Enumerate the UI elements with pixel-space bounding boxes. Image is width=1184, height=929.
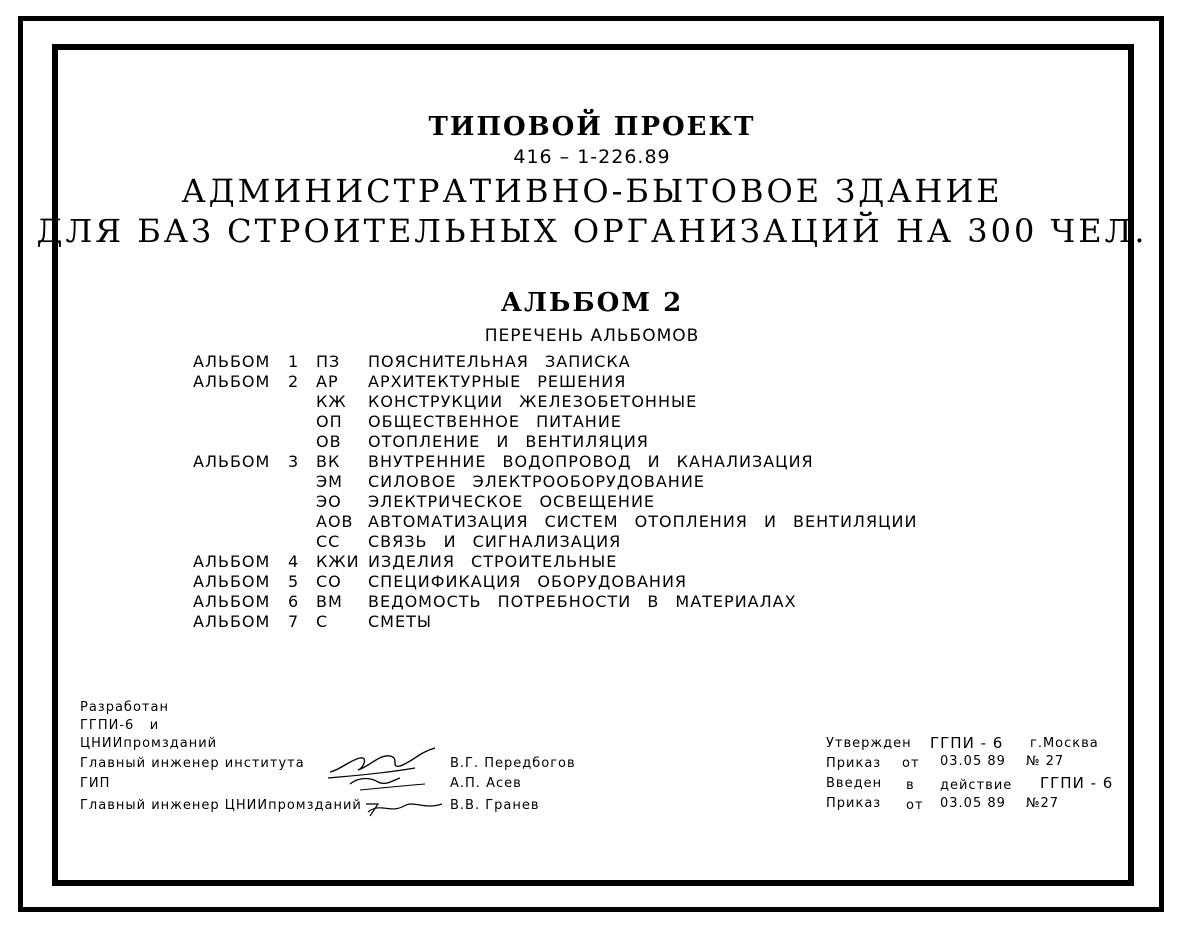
order-2-label: Приказ xyxy=(826,796,882,811)
order-1-from: от xyxy=(902,756,920,771)
section-code: АР xyxy=(316,372,339,391)
order-1-date: 03.05 89 xyxy=(940,754,1006,769)
section-name: СВЯЗЬ И СИГНАЛИЗАЦИЯ xyxy=(368,532,622,551)
section-name: КОНСТРУКЦИИ ЖЕЛЕЗОБЕТОННЫЕ xyxy=(368,392,698,411)
album-row xyxy=(0,492,1184,512)
section-name: ОБЩЕСТВЕННОЕ ПИТАНИЕ xyxy=(368,412,622,431)
section-code: КЖ xyxy=(316,392,347,411)
section-code: СО xyxy=(316,572,342,591)
section-code: ВК xyxy=(316,452,341,471)
album-number: 1 xyxy=(288,352,300,371)
section-name: ВНУТРЕННИЕ ВОДОПРОВОД И КАНАЛИЗАЦИЯ xyxy=(368,452,814,471)
section-code: КЖИ xyxy=(316,552,360,571)
chief-engineer-cnii-name: В.В. Гранев xyxy=(450,798,540,813)
project-number: 416 – 1-226.89 xyxy=(513,146,671,168)
section-name: ОТОПЛЕНИЕ И ВЕНТИЛЯЦИЯ xyxy=(368,432,649,451)
building-name-line-1: АДМИНИСТРАТИВНО-БЫТОВОЕ ЗДАНИЕ xyxy=(181,172,1003,210)
introduced-org: ГГПИ - 6 xyxy=(1040,774,1114,792)
album-label: АЛЬБОМ xyxy=(193,552,271,571)
order-1-label: Приказ xyxy=(826,756,882,771)
section-code: С xyxy=(316,612,329,631)
album-row xyxy=(0,352,1184,372)
album-title: АЛЬБОМ 2 xyxy=(500,288,684,318)
introduced-action: действие xyxy=(940,778,1013,793)
section-code: АОВ xyxy=(316,512,354,531)
section-code: ВМ xyxy=(316,592,343,611)
building-name-line-2: ДЛЯ БАЗ СТРОИТЕЛЬНЫХ ОРГАНИЗАЦИЙ НА 300 ЧЕЛ. xyxy=(36,212,1148,250)
section-code: ЭМ xyxy=(316,472,343,491)
section-code: ОВ xyxy=(316,432,342,451)
album-label: АЛЬБОМ xyxy=(193,592,271,611)
section-name: ИЗДЕЛИЯ СТРОИТЕЛЬНЫЕ xyxy=(368,552,618,571)
album-row xyxy=(0,552,1184,572)
chief-engineer-institute-label: Главный инженер института xyxy=(80,756,305,771)
section-name: СМЕТЫ xyxy=(368,612,432,631)
album-label: АЛЬБОМ xyxy=(193,572,271,591)
section-code: ОП xyxy=(316,412,343,431)
album-row xyxy=(0,372,1184,392)
section-name: ПОЯСНИТЕЛЬНАЯ ЗАПИСКА xyxy=(368,352,631,371)
order-1-number: № 27 xyxy=(1026,754,1065,769)
approved-org: ГГПИ - 6 xyxy=(930,734,1004,752)
album-row xyxy=(0,472,1184,492)
album-number: 3 xyxy=(288,452,300,471)
section-code: ЭО xyxy=(316,492,342,511)
order-2-from: от xyxy=(906,798,924,813)
chief-engineer-cnii-label: Главный инженер ЦНИИпромзданий xyxy=(80,798,362,813)
album-row xyxy=(0,572,1184,592)
chief-engineer-institute-name: В.Г. Передбогов xyxy=(450,756,576,771)
approved-city: г.Москва xyxy=(1030,736,1099,751)
section-name: ВЕДОМОСТЬ ПОТРЕБНОСТИ В МАТЕРИАЛАХ xyxy=(368,592,797,611)
developer-org-1: ГГПИ-6 и xyxy=(80,718,160,733)
approved-label: Утвержден xyxy=(826,736,912,751)
album-number: 2 xyxy=(288,372,300,391)
album-row xyxy=(0,592,1184,612)
section-name: АРХИТЕКТУРНЫЕ РЕШЕНИЯ xyxy=(368,372,627,391)
album-number: 4 xyxy=(288,552,300,571)
section-code: СС xyxy=(316,532,341,551)
developed-by-label: Разработан xyxy=(80,700,169,715)
album-row xyxy=(0,412,1184,432)
album-row xyxy=(0,532,1184,552)
album-label: АЛЬБОМ xyxy=(193,352,271,371)
album-row xyxy=(0,452,1184,472)
album-label: АЛЬБОМ xyxy=(193,452,271,471)
album-row xyxy=(0,432,1184,452)
introduced-label: Введен xyxy=(826,776,883,791)
order-2-number: №27 xyxy=(1026,796,1060,811)
album-label: АЛЬБОМ xyxy=(193,612,271,631)
album-number: 7 xyxy=(288,612,300,631)
order-2-date: 03.05 89 xyxy=(940,796,1006,811)
developer-org-2: ЦНИИпромзданий xyxy=(80,736,218,751)
gip-name: А.П. Асев xyxy=(450,776,522,791)
signature-scribble xyxy=(320,740,460,820)
section-name: ЭЛЕКТРИЧЕСКОЕ ОСВЕЩЕНИЕ xyxy=(368,492,656,511)
album-number: 5 xyxy=(288,572,300,591)
section-name: АВТОМАТИЗАЦИЯ СИСТЕМ ОТОПЛЕНИЯ И ВЕНТИЛЯЦИИ xyxy=(368,512,918,531)
section-code: ПЗ xyxy=(316,352,341,371)
introduced-in: в xyxy=(906,778,915,793)
section-name: СИЛОВОЕ ЭЛЕКТРООБОРУДОВАНИЕ xyxy=(368,472,705,491)
album-list-title: ПЕРЕЧЕНЬ АЛЬБОМОВ xyxy=(484,326,700,346)
album-row xyxy=(0,512,1184,532)
album-row xyxy=(0,392,1184,412)
section-name: СПЕЦИФИКАЦИЯ ОБОРУДОВАНИЯ xyxy=(368,572,688,591)
album-row xyxy=(0,612,1184,632)
album-label: АЛЬБОМ xyxy=(193,372,271,391)
gip-label: ГИП xyxy=(80,776,111,791)
album-number: 6 xyxy=(288,592,300,611)
document-title: ТИПОВОЙ ПРОЕКТ xyxy=(428,112,756,142)
